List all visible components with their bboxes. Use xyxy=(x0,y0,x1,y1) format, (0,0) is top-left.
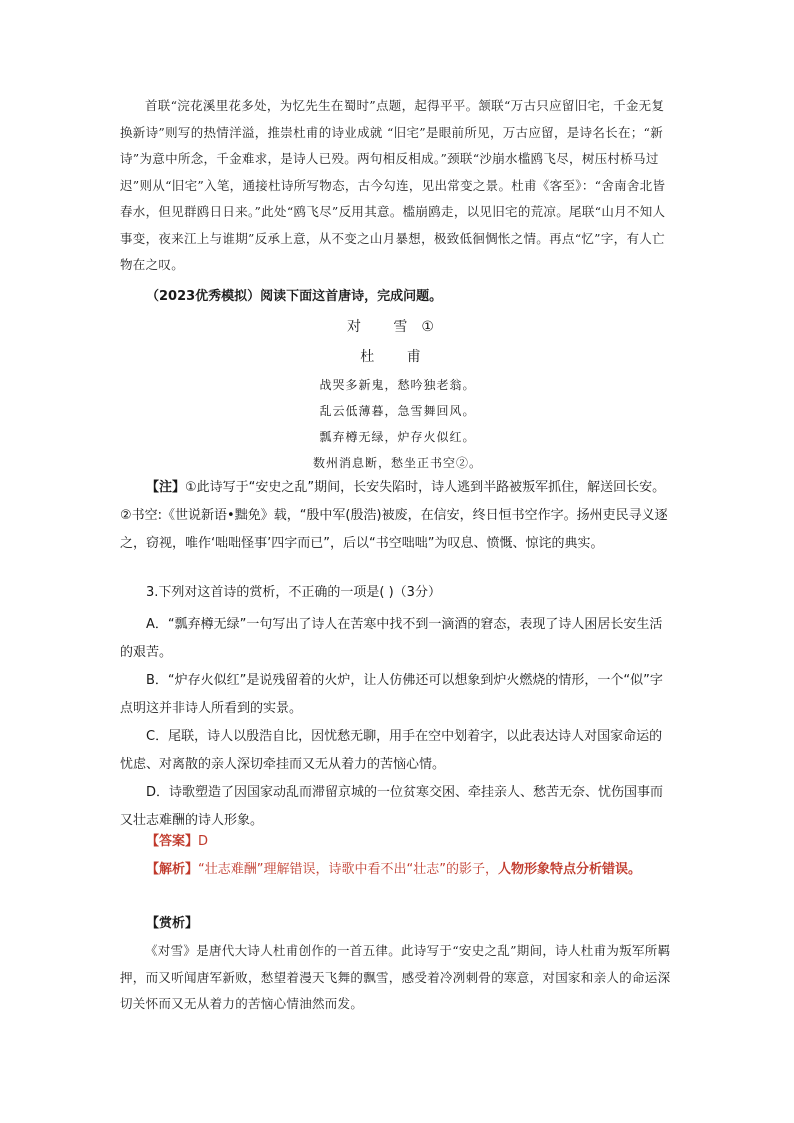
answer xyxy=(120,828,675,856)
explanation-text: “壮志难酬”理解错误，诗歌中看不出“壮志”的影子， xyxy=(198,862,498,877)
options-list xyxy=(120,611,675,835)
explanation-label: 【解析】 xyxy=(146,862,199,877)
poem-line: 战哭多新鬼，愁吟独老翁。 xyxy=(319,378,476,392)
poem-author: 杜 甫 xyxy=(360,349,435,365)
note xyxy=(120,474,675,558)
explanation xyxy=(120,856,675,884)
poem-line: 乱云低薄暮，急雪舞回风。 xyxy=(319,404,476,418)
note-text: ①此诗写于“安史之乱”期间，长安失陷时，诗人逃到半路被叛军抓住，解送回长安。②书空:《世说新语•黜免》载，“殷中军(殷浩)被废，在信安，终日恒书空作字。扬州吏民寻义逐之，窃视，唯作‘咄咄怪事’四字而已”，后以“书空咄咄”为叹息、愤慨、惊诧的典实。 xyxy=(120,480,668,551)
poem-line: 数州消息断，愁坐正书空②。 xyxy=(312,456,482,470)
poem-line: 瓢弃樽无绿，炉存火似红。 xyxy=(319,430,476,444)
option-a: A．“瓢弃樽无绿”一句写出了诗人在苦寒中找不到一滴酒的窘态，表现了诗人困居长安生活的艰苦。 xyxy=(120,617,663,660)
appreciation-label: 【赏析】 xyxy=(146,916,199,931)
question-stem: 3.下列对这首诗的赏析，不正确的一项是( )（3分） xyxy=(146,585,441,600)
explanation-emphasis: 人物形象特点分析错误。 xyxy=(497,862,641,877)
appreciation-text: 《对雪》是唐代大诗人杜甫创作的一首五律。此诗写于“安史之乱”期间，诗人杜甫为叛军所羁押，而又听闻唐军新败，愁望着漫天飞舞的飘雪，感受着冷冽刺骨的寒意，对国家和亲人的命运深切关怀而又无从着力的苦恼心情油然而发。 xyxy=(120,943,671,1011)
note-label: 【注】 xyxy=(146,480,186,495)
answer-label: 【答案】 xyxy=(146,834,199,849)
option-d: D．诗歌塑造了因国家动乱而滞留京城的一位贫寒交困、牵挂亲人、愁苦无奈、忧伤国事而又壮志难酬的诗人形象。 xyxy=(120,785,664,828)
analysis-paragraph: 首联“浣花溪里花多处，为忆先生在蜀时”点题，起得平平。颔联“万古只应留旧宅，千金无复换新诗”则写的热情洋溢，推崇杜甫的诗业成就 “旧宅”是眼前所见，万古应留，是诗名长在；“新诗”为意中所念，千金难求，是诗人已殁。两句相反相成。”颈联“沙崩水槛鸥飞尽，树压村桥马过迟”则从“旧宅”入笔，通接杜诗所写物态，古今勾连，见出常变之景。杜甫《客至》：“舍南舍北皆春水，但见群鸥日日来。”此处“鸥飞尽”反用其意。槛崩鸥走，以见旧宅的荒凉。尾联“山月不知人事变，夜来江上与谁期”反承上意，从不变之山月暴想，极致低徊惆怅之情。再点“忆”字，有人亡物在之叹。 xyxy=(120,98,666,272)
poem xyxy=(120,314,675,476)
question-intro: （2023优秀模拟）阅读下面这首唐诗，完成问题。 xyxy=(146,289,443,304)
option-b: B．“炉存火似红”是说残留着的火炉，让人仿佛还可以想象到炉火燃烧的情形，一个“似”字点明这并非诗人所看到的实景。 xyxy=(120,673,663,716)
option-c: C．尾联，诗人以殷浩自比，因忧愁无聊，用手在空中划着字，以此表达诗人对国家命运的忧虑、对离散的亲人深切牵挂而又无从着力的苦恼心情。 xyxy=(120,729,663,772)
answer-value: D xyxy=(198,834,209,849)
poem-title: 对 雪① xyxy=(346,319,448,335)
